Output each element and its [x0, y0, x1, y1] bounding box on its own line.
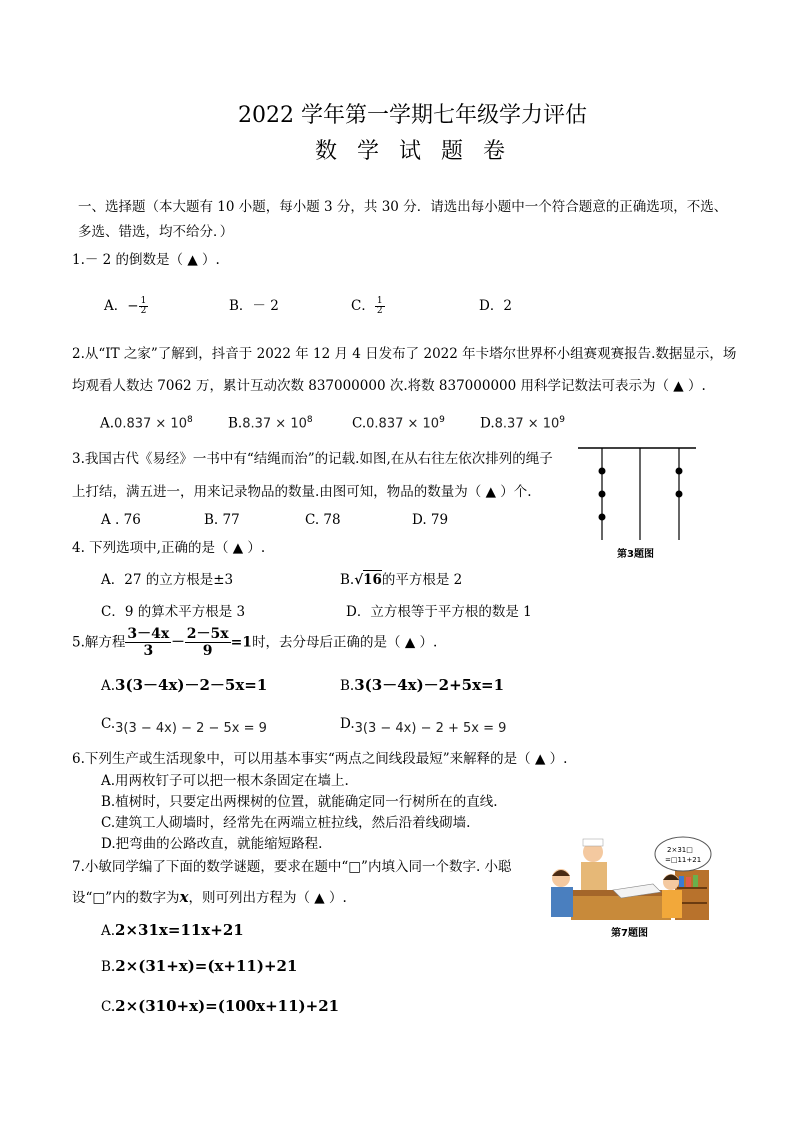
q3-option-a: A . 76 — [101, 512, 141, 528]
q2-c-exp: 9 — [439, 415, 445, 425]
q5-f1-den: 3 — [143, 643, 154, 659]
q7-line-2a: 设“□”内的数字为 — [72, 890, 180, 906]
q2-a-exp: 8 — [186, 415, 193, 425]
q7-variable: x — [179, 888, 189, 906]
q6-option-b: B.植树时，只要定出两棵树的位置，就能确定同一行树所在的直线. — [101, 794, 498, 810]
q1-c-den: 2 — [376, 306, 383, 316]
q2-d-exp: 9 — [559, 415, 566, 425]
q1-a-num: 1 — [140, 296, 147, 306]
q5-option-d — [340, 714, 506, 739]
q7-c-label: C. — [101, 999, 116, 1015]
q7-figure-caption: 第7题图 — [611, 928, 648, 939]
exam-subtitle: 数学试题卷 — [315, 139, 526, 164]
q2-a-label: A. — [100, 415, 115, 432]
q5-a-label: A. — [101, 678, 116, 694]
q5-fraction-1 — [125, 626, 171, 659]
q3-knot-rope-figure — [576, 444, 698, 544]
q5-f2-num: 2－5x — [186, 626, 229, 642]
q5-stem — [72, 624, 437, 661]
q6-stem: 6.下列生产或生活现象中，可以用基本事实“两点之间线段最短”来解释的是（ ▲ ）. — [72, 751, 568, 767]
q5-equals-one: =1 — [230, 634, 253, 651]
q7-line-2 — [72, 887, 512, 908]
sqrt-icon: √ — [354, 572, 364, 588]
q5-prefix: 5.解方程 — [72, 634, 126, 651]
teacher-body — [581, 862, 607, 890]
q3-line-1: 3.我国古代《易经》一书中有“结绳而治”的记载.如图,在从右往左依次排列的绳子 — [72, 451, 553, 467]
q3-knot — [676, 468, 683, 475]
q1-a-den: 2 — [140, 306, 147, 316]
book-icon — [686, 877, 691, 887]
q1-a-fraction — [139, 297, 149, 316]
q2-option-d — [480, 410, 565, 435]
q2-b-base: 8.37 × 10 — [242, 416, 307, 432]
q4-b-label: B. — [340, 572, 355, 588]
q2-d-base: 8.37 × 10 — [494, 416, 560, 432]
q3-line-2: 上打结，满五进一，用来记录物品的数量.由图可知，物品的数量为（ ▲ ）个. — [72, 484, 532, 500]
q2-b-label: B. — [228, 415, 243, 432]
q7-a-label: A. — [101, 923, 116, 939]
speech-bubble — [655, 837, 711, 871]
q4-option-c: C．9 的算术平方根是 3 — [101, 604, 246, 620]
q5-suffix: 时，去分母后正确的是（ ▲ ）. — [252, 634, 438, 651]
q4-b-radicand: 16 — [363, 572, 382, 588]
section-line-1: 一、选择题（本大题有 10 小题，每小题 3 分，共 30 分．请选出每小题中一个符合题意的正确选项，不选、 — [78, 199, 728, 215]
q4-option-d: D．立方根等于平方根的数是 1 — [346, 604, 532, 620]
q4-stem: 4. 下列选项中,正确的是（ ▲ ）. — [72, 540, 266, 556]
q1-c-num: 1 — [376, 296, 383, 306]
q1-option-d: D．2 — [479, 298, 512, 314]
q7-stem — [72, 857, 512, 908]
q2-c-base: 0.837 × 10 — [366, 416, 440, 432]
q2-line-1: 2.从“IT 之家”了解到，抖音于 2022 年 12 月 4 日发布了 2022 年卡塔尔世界杯小组赛观赛报告.数据显示，场 — [72, 346, 737, 362]
book-icon — [693, 875, 698, 887]
q2-option-b — [228, 410, 313, 435]
q3-knot — [599, 514, 606, 521]
teacher-hat — [583, 839, 603, 846]
q2-line-2: 均观看人数达 7062 万，累计互动次数 837000000 次.将数 837000000 用科学记数法可表示为（ ▲ ）. — [72, 378, 706, 394]
q7-option-b — [101, 956, 297, 977]
q5-option-a — [101, 675, 267, 696]
q7-option-c — [101, 996, 339, 1017]
q5-b-equation: 3(3－4x)－2+5x=1 — [354, 676, 505, 694]
q5-option-c — [101, 714, 267, 739]
q5-d-equation: 3(3 − 4x) − 2 + 5x = 9 — [354, 721, 507, 736]
q7-b-label: B. — [101, 959, 116, 975]
q3-knot — [599, 468, 606, 475]
speech-bubble-line-1: 2×31□ — [667, 846, 693, 854]
q3-stem — [72, 449, 553, 502]
q2-d-label: D. — [480, 415, 495, 432]
q7-option-a — [101, 920, 244, 941]
q5-b-label: B. — [340, 678, 355, 694]
book-icon — [679, 876, 684, 887]
q4-option-a: A．27 的立方根是±3 — [101, 572, 234, 588]
q7-line-1: 7.小敏同学编了下面的数学谜题，要求在题中“□”内填入同一个数字. 小聪 — [72, 859, 512, 875]
q7-line-2b: ，则可列出方程为（ ▲ ）. — [188, 890, 347, 906]
q1-c-fraction — [375, 297, 385, 316]
q5-fraction-2 — [185, 626, 231, 659]
q7-classroom-illustration — [543, 832, 713, 922]
q3-option-d: D. 79 — [412, 512, 449, 528]
bookshelf-shelf — [677, 887, 707, 889]
q2-a-base: 0.837 × 10 — [114, 416, 187, 432]
q2-b-exp: 8 — [306, 415, 313, 425]
q3-knot — [599, 491, 606, 498]
q1-option-a — [104, 296, 148, 316]
section-heading — [78, 197, 727, 242]
student-right-body — [662, 890, 682, 918]
q1-c-prefix: C． — [351, 298, 375, 314]
q5-c-equation: 3(3 − 4x) − 2 − 5x = 9 — [115, 721, 267, 736]
q5-f1-num: 3－4x — [127, 626, 170, 642]
q2-c-label: C. — [352, 415, 367, 432]
q5-f2-den: 9 — [202, 643, 213, 659]
q5-a-equation: 3(3－4x)－2－5x=1 — [115, 676, 268, 694]
speech-bubble-line-2: =□11+21 — [665, 856, 702, 864]
section-line-2: 多选、错选，均不给分．） — [78, 224, 234, 240]
q5-c-label: C. — [101, 716, 116, 732]
q6-option-d: D.把弯曲的公路改直，就能缩短路程. — [101, 836, 323, 852]
q4-option-b — [340, 570, 462, 590]
q4-b-suffix: 的平方根是 2 — [381, 572, 463, 588]
exam-title: 2022 学年第一学期七年级学力评估 — [238, 103, 587, 128]
q2-option-c — [352, 410, 445, 435]
student-left-body — [551, 887, 573, 917]
q2-stem — [72, 344, 736, 396]
q7-a-equation: 2×31x=11x+21 — [115, 921, 244, 939]
q3-figure-caption: 第3题图 — [617, 549, 654, 560]
q5-option-b — [340, 675, 504, 696]
q6-option-c: C.建筑工人砌墙时，经常先在两端立桩拉线，然后沿着线砌墙. — [101, 815, 471, 831]
q1-option-b: B．－ 2 — [229, 298, 279, 314]
q5-minus: － — [171, 634, 185, 651]
q1-option-c — [351, 296, 385, 316]
q3-knot — [676, 491, 683, 498]
q6-option-a: A.用两枚钉子可以把一根木条固定在墙上. — [101, 773, 349, 789]
q5-d-label: D. — [340, 716, 355, 732]
q2-option-a — [100, 410, 193, 435]
q7-c-equation: 2×(310+x)=(100x+11)+21 — [115, 997, 340, 1015]
q1-stem: 1.－ 2 的倒数是（ ▲ ）. — [72, 252, 220, 268]
q7-b-equation: 2×(31+x)=(x+11)+21 — [115, 957, 298, 975]
q1-a-prefix: A．− — [104, 298, 139, 314]
q3-option-b: B. 77 — [204, 512, 240, 528]
q3-option-c: C. 78 — [305, 512, 341, 528]
